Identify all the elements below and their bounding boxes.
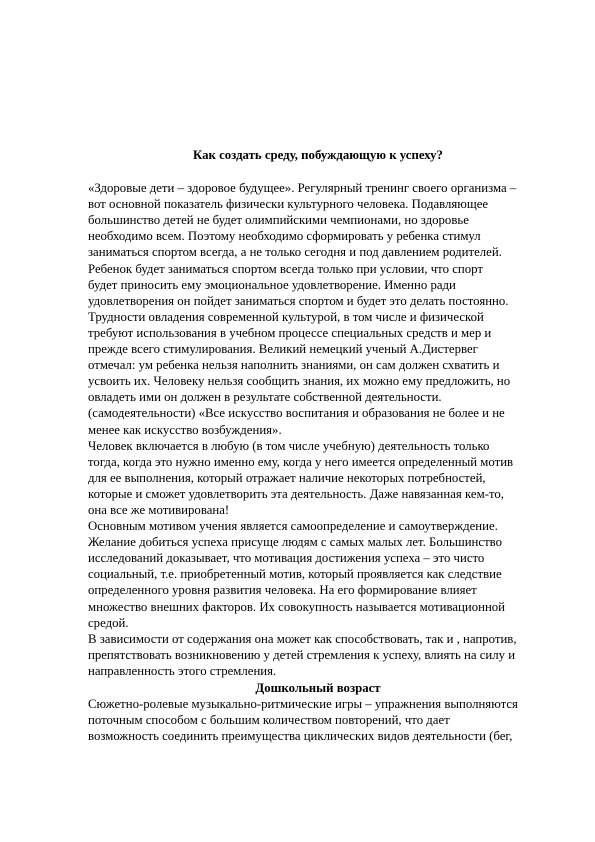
document-page <box>88 147 548 744</box>
text-line: для ее выполнения, который отражает наличие некоторых потребностей, <box>88 470 486 485</box>
text-line: поточным способом с большим количеством повторений, что дает <box>88 713 450 728</box>
document-title: Как создать среду, побуждающую к успеху? <box>193 148 443 162</box>
text-line: которые и сможет удовлетворить эта деятельность. Даже навязанная кем-то, <box>88 486 504 501</box>
text-line: удовлетворения он пойдет заниматься спортом и будет это делать постоянно. <box>88 293 509 308</box>
text-line: В зависимости от содержания она может как способствовать, так и , напротив, <box>88 631 517 646</box>
paragraph-5 <box>88 696 548 744</box>
text-line: отмечал: ум ребенка нельзя наполнить знаниями, он сам должен схватить и <box>88 358 500 373</box>
text-line: Трудности овладения современной культурой, в том числе и физической <box>88 309 484 324</box>
text-line: Человек включается в любую (в том числе учебную) деятельность только <box>88 438 490 453</box>
text-line: множество внешних факторов. Их совокупность называется мотивационной <box>88 599 506 614</box>
paragraph-2 <box>88 438 548 518</box>
text-line: Ребенок будет заниматься спортом всегда только при условии, что спорт <box>88 261 483 276</box>
text-line: (самодеятельности) «Все искусство воспитания и образования не более и не <box>88 406 505 421</box>
text-line: тогда, когда это нужно именно ему, когда у него имеется определенный мотив <box>88 454 514 469</box>
text-line: прежде всего стимулирования. Великий немецкий ученый А.Дистервег <box>88 342 478 357</box>
section-subheading: Дошкольный возраст <box>255 681 381 695</box>
text-line: усвоить их. Человеку нельзя сообщить знания, их можно ему предложить, но <box>88 374 511 389</box>
text-line: средой. <box>88 615 129 630</box>
text-line: требуют использования в учебном процессе специальных средств и мер и <box>88 325 492 340</box>
paragraph-3 <box>88 518 548 631</box>
text-line: препятствовать возникновению у детей стремления к успеху, влиять на силу и <box>88 647 516 662</box>
text-line: возможность соединить преимущества циклических видов деятельности (бег, <box>88 729 513 744</box>
text-line: менее как искусство возбуждения». <box>88 422 282 437</box>
text-line: «Здоровые дети – здоровое будущее». Регулярный тренинг своего организма – <box>88 181 517 196</box>
text-line: заниматься спортом всегда, а не только сегодня и под давлением родителей. <box>88 245 502 260</box>
paragraph-1 <box>88 180 548 438</box>
text-line: необходимо всем. Поэтому необходимо сформировать у ребенка стимул <box>88 229 481 244</box>
text-line: социальный, т.е. приобретенный мотив, который проявляется как следствие <box>88 567 502 582</box>
text-line: будет приносить ему эмоциональное удовлетворение. Именно ради <box>88 277 456 292</box>
text-line: Желание добиться успеха присуще людям с самых малых лет. Большинство <box>88 535 503 550</box>
text-line: овладеть ими он должен в результате собственной деятельности. <box>88 390 442 405</box>
text-line: направленность этого стремления. <box>88 663 277 678</box>
text-line: большинство детей не будет олимпийскими чемпионами, но здоровье <box>88 213 469 228</box>
paragraph-4 <box>88 631 548 679</box>
text-line: вот основной показатель физически культурного человека. Подавляющее <box>88 197 489 212</box>
text-line: определенного уровня развития человека. На его формирование влияет <box>88 583 477 598</box>
text-line: она все же мотивирована! <box>88 502 230 517</box>
text-line: исследований доказывает, что мотивация достижения успеха – это чисто <box>88 551 485 566</box>
text-line: Основным мотивом учения является самоопределение и самоутверждение. <box>88 519 498 534</box>
text-line: Сюжетно-ролевые музыкально-ритмические игры – упражнения выполняются <box>88 697 518 712</box>
